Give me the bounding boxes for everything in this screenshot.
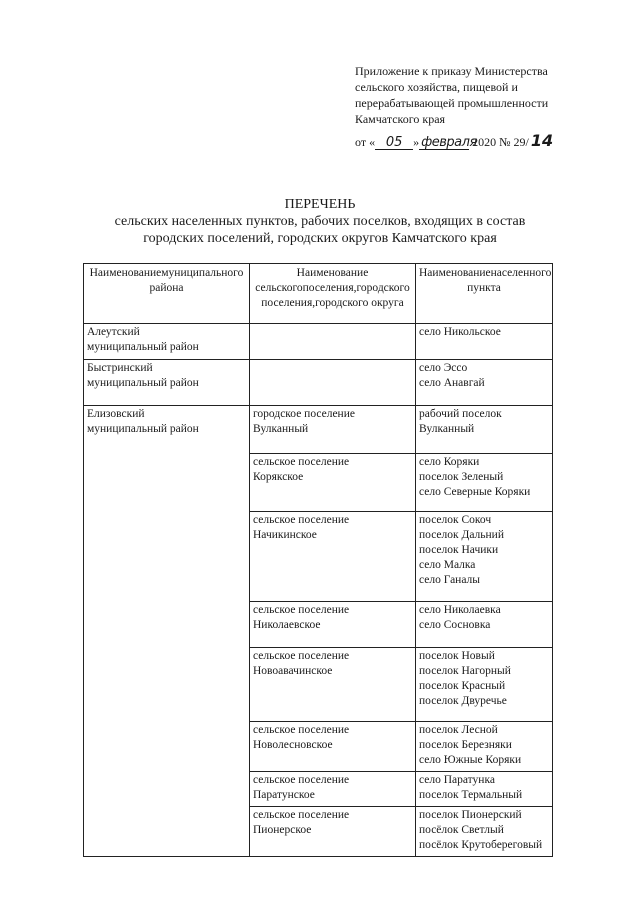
locality-cell [416,324,553,360]
locality-name: посёлок Крутобереговый [419,839,543,851]
locality-name: село Никольское [419,326,501,338]
settlement-cell [250,772,416,807]
settlement-name: сельское поселение [253,809,350,821]
district-name: муниципальный район [87,377,199,389]
settlement-name: сельское поселение [253,604,350,616]
locality-name: поселок Дальний [419,529,504,541]
locality-cell [416,722,553,772]
table-row [84,324,553,360]
table-row [84,406,553,454]
locality-name: село Южные Коряки [419,754,522,766]
header-label: Наименование [89,267,162,279]
settlement-name: сельское поселение [253,774,350,786]
locality-name: село Сосновка [419,619,491,631]
header-label: поселения, [302,282,357,294]
order-prefix: от « [355,135,376,149]
locality-cell [416,602,553,648]
settlements-table [83,263,553,857]
settlement-cell [250,454,416,512]
locality-name: поселок Начики [419,544,499,556]
settlement-cell [250,807,416,857]
document-subtitle: сельских населенных пунктов, рабочих поселков, входящих в состав [114,214,526,229]
settlement-cell [250,648,416,722]
locality-name: поселок Березняки [419,739,512,751]
settlement-cell [250,602,416,648]
locality-cell [416,406,553,454]
locality-cell [416,360,553,406]
settlement-name: Корякское [253,471,304,483]
locality-name: поселок Сокоч [419,514,492,526]
settlement-cell [250,324,416,360]
locality-cell [416,454,553,512]
header-label: Наименование сельского [255,267,369,294]
locality-name: село Коряки [419,456,480,468]
settlement-name: сельское поселение [253,514,350,526]
settlement-name: сельское поселение [253,456,350,468]
settlement-cell [250,406,416,454]
settlement-name: Начикинское [253,529,317,541]
order-day-handwritten: 05 [375,136,413,150]
locality-name: село Северные Коряки [419,486,531,498]
locality-name: поселок Пионерский [419,809,522,821]
appendix-line: перерабатывающей промышленности [355,96,549,110]
settlement-name: городское поселение [253,408,355,420]
locality-name: поселок Красный [419,680,506,692]
locality-name: село Паратунка [419,774,495,786]
locality-cell [416,772,553,807]
locality-name: посёлок Светлый [419,824,504,836]
district-cell [84,324,250,360]
settlement-name: сельское поселение [253,650,350,662]
locality-name: поселок Новый [419,650,495,662]
locality-cell [416,807,553,857]
locality-name: поселок Зеленый [419,471,504,483]
header-locality [416,264,553,324]
district-cell [84,406,250,857]
table-row [84,360,553,406]
appendix-line: Камчатского края [355,112,446,126]
settlement-name: сельское поселение [253,724,350,736]
locality-name: рабочий поселок [419,408,502,420]
locality-name: село Малка [419,559,476,571]
table-header-row [84,264,553,324]
settlement-cell [250,512,416,602]
document-heading [90,196,550,247]
settlement-cell [250,722,416,772]
header-label: населенного пункта [467,267,552,294]
locality-name: село Эссо [419,362,468,374]
locality-name: поселок Термальный [419,789,523,801]
table-header [84,264,553,324]
district-name: Елизовский [87,408,145,420]
settlement-name: Новоавачинское [253,665,333,677]
settlement-name: Новолесновское [253,739,333,751]
table-body [84,324,553,857]
header-label: городского округа [315,297,404,309]
header-label: Наименование [419,267,491,279]
order-reference [355,131,554,151]
header-settlement [250,264,416,324]
order-quote-close: » [413,135,420,149]
document-title: ПЕРЕЧЕНЬ [284,197,356,212]
appendix-line: Приложение к приказу Министерства [355,64,548,78]
appendix-note [355,63,595,127]
header-label: городского поселения, [261,282,410,309]
settlement-cell [250,360,416,406]
locality-name: поселок Двуречье [419,695,507,707]
header-district [84,264,250,324]
settlement-name: Николаевское [253,619,321,631]
locality-name: Вулканный [419,423,475,435]
order-month-handwritten: февраля [421,135,477,150]
order-number-handwritten: 14 [530,131,554,150]
locality-name: поселок Лесной [419,724,498,736]
locality-cell [416,512,553,602]
locality-cell [416,648,553,722]
district-cell [84,360,250,406]
district-name: муниципальный район [87,423,199,435]
locality-name: село Анавгай [419,377,485,389]
settlement-name: Пионерское [253,824,312,836]
order-year-number: 2020 № 29/ [469,135,529,149]
settlement-name: Вулканный [253,423,309,435]
document-subtitle: городских поселений, городских округов Камчатского края [143,231,497,246]
settlement-name: Паратунское [253,789,315,801]
district-name: Алеутский [87,326,140,338]
district-name: Быстринский [87,362,153,374]
locality-name: село Николаевка [419,604,501,616]
header-label: муниципального района [149,267,244,294]
district-name: муниципальный район [87,341,199,353]
appendix-line: сельского хозяйства, пищевой и [355,80,518,94]
locality-name: село Ганалы [419,574,481,586]
locality-name: поселок Нагорный [419,665,511,677]
